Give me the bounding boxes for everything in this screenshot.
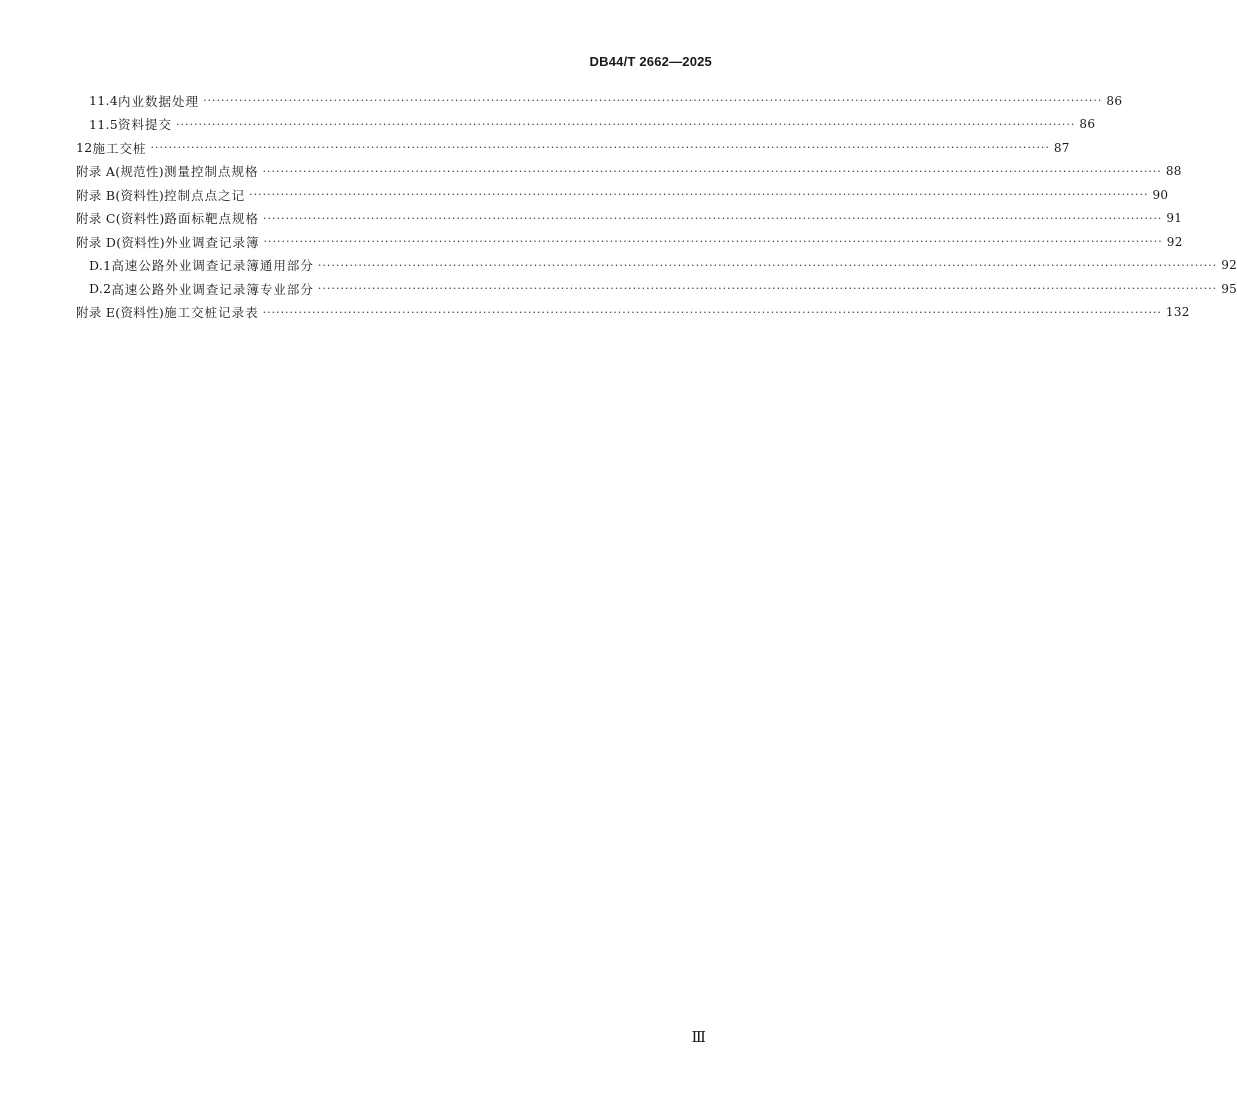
toc-leader-dots: ········································································································································································································ [317,282,1218,296]
toc-entry-title: 高速公路外业调查记录簿专业部分 [111,281,314,297]
toc-leader-dots: ········································································································································································································ [317,258,1218,272]
toc-entry-page: 88 [1165,164,1182,179]
toc-entry[interactable] [0,301,1190,325]
toc-leader-dots: ········································································································································································································ [150,141,1050,155]
toc-entry-title: 资料提交 [118,117,173,133]
toc-entry[interactable] [0,136,1070,160]
toc-entry-page: 91 [1166,211,1183,226]
toc-leader-dots: ········································································································································································································ [262,305,1162,319]
toc-entry[interactable] [0,254,1237,278]
toc-entry-title: 测量控制点规格 [163,164,259,180]
toc-entry-number: 附录 B(资料性) [76,187,165,203]
toc-entry-page: 86 [1106,93,1123,108]
toc-entry-number: D.2 [89,281,112,297]
toc-leader-dots: ········································································································································································································ [249,188,1149,202]
toc-entry-number: 附录 A(规范性) [76,164,164,180]
toc-leader-dots: ········································································································································································································ [263,235,1163,249]
toc-entry-page: 95 [1221,281,1237,296]
table-of-contents [0,89,1237,324]
toc-entry[interactable] [0,183,1169,207]
toc-entry-title: 施工交桩 [92,140,147,156]
toc-entry-number: 附录 C(资料性) [76,211,165,227]
toc-entry-title: 内业数据处理 [118,93,200,109]
toc-entry-title: 施工交桩记录表 [164,305,259,321]
toc-entry[interactable] [0,207,1183,231]
toc-entry[interactable] [0,230,1183,254]
toc-leader-dots: ········································································································································································································ [203,94,1103,108]
toc-entry-page: 92 [1221,258,1237,273]
toc-leader-dots: ········································································································································································································ [262,164,1162,178]
toc-entry-title: 控制点点之记 [164,187,246,203]
toc-leader-dots: ········································································································································································································ [176,117,1076,131]
toc-entry-title: 路面标靶点规格 [164,211,260,227]
toc-leader-dots: ········································································································································································································ [263,211,1163,225]
toc-entry-page: 132 [1165,305,1190,320]
toc-entry-number: 11.4 [89,93,119,109]
toc-entry-number: 11.5 [89,116,119,132]
toc-entry-page: 92 [1166,234,1183,249]
toc-entry-number: 12 [76,140,93,156]
toc-entry-number: D.1 [89,257,112,273]
toc-entry-title: 外业调查记录簿 [164,234,260,250]
toc-entry-number: 附录 E(资料性) [76,305,165,321]
toc-entry[interactable] [0,113,1096,137]
toc-entry-page: 87 [1053,140,1070,155]
toc-entry-page: 90 [1152,187,1169,202]
toc-entry-title: 高速公路外业调查记录簿通用部分 [111,258,314,274]
document-code: DB44/T 2662—2025 [589,54,712,69]
page-number: Ⅲ [691,1028,706,1046]
toc-entry-number: 附录 D(资料性) [76,234,165,250]
toc-entry[interactable] [0,160,1182,184]
toc-entry[interactable] [0,277,1237,301]
toc-entry[interactable] [0,89,1123,113]
toc-entry-page: 86 [1079,117,1096,132]
